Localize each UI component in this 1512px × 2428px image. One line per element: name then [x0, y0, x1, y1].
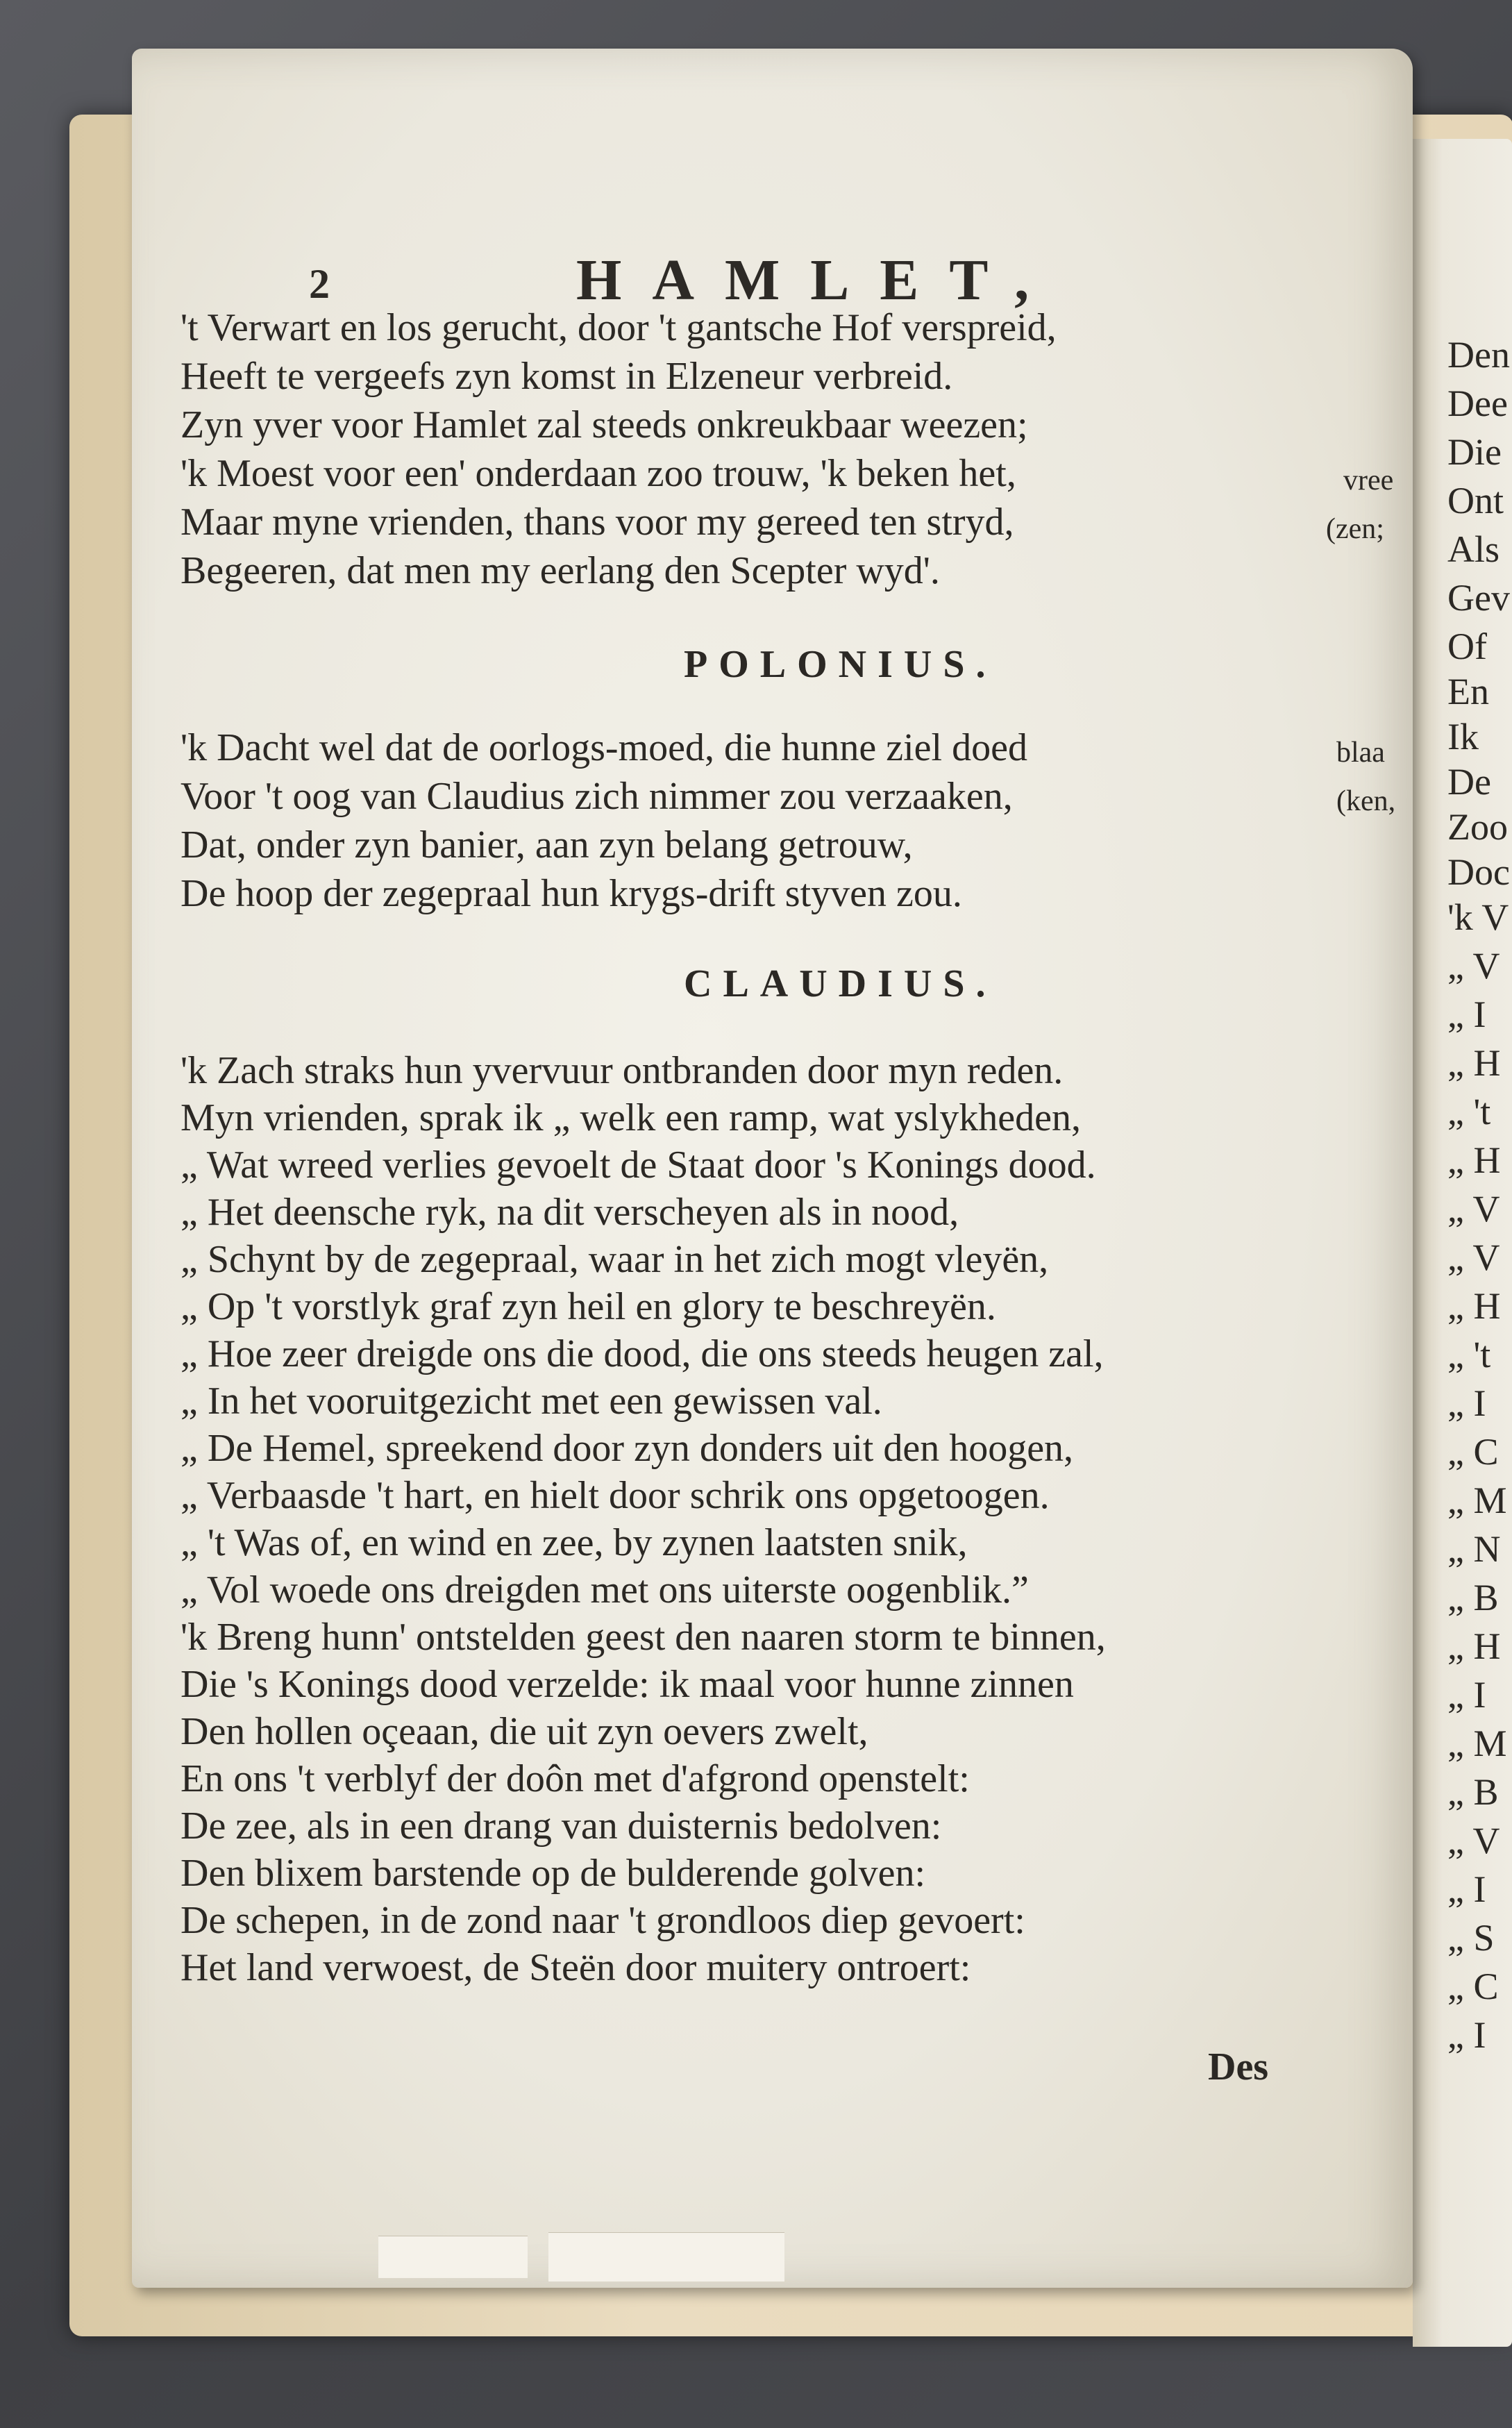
turnover-word: blaa [1336, 737, 1385, 769]
facing-page-line: Of [1447, 626, 1487, 667]
facing-page-line: Ik [1447, 716, 1479, 757]
verse-line: Heeft te vergeefs zyn komst in Elzeneur verbreid. [180, 355, 953, 398]
paper-tab [548, 2232, 784, 2282]
facing-page-line: „ B [1447, 1577, 1499, 1618]
verse-line: Begeeren, dat men my eerlang den Scepter wyd'. [180, 549, 940, 592]
verse-line: „ Hoe zeer dreigde ons die dood, die ons steeds heugen zal, [180, 1332, 1104, 1375]
running-title: HAMLET, [576, 248, 1060, 312]
verse-line: Het land verwoest, de Steën door muitery ontroert: [180, 1946, 971, 1989]
facing-page-line: „ N [1447, 1528, 1501, 1570]
verse-line: Dat, onder zyn banier, aan zyn belang getrouw, [180, 823, 913, 866]
facing-page-line: En [1447, 671, 1489, 712]
facing-page-line: „ S [1447, 1917, 1495, 1959]
verse-line: „ 't Was of, en wind en zee, by zynen laatsten snik, [180, 1521, 968, 1564]
verse-line: „ Vol woede ons dreigden met ons uiterste oogenblik.” [180, 1568, 1029, 1611]
turnover-word: vree [1343, 464, 1394, 496]
verse-line: Den hollen oçeaan, die uit zyn oevers zwelt, [180, 1710, 868, 1753]
verse-line: 'k Moest voor een' onderdaan zoo trouw, 'k beken het, [180, 452, 1016, 495]
turnover-word: (ken, [1336, 785, 1396, 817]
facing-page-line: „ H [1447, 1042, 1501, 1084]
facing-page-line: „ M [1447, 1480, 1507, 1521]
verse-line: 'k Breng hunn' ontstelden geest den naaren storm te binnen, [180, 1616, 1106, 1659]
facing-page-line: Zoo [1447, 806, 1508, 848]
verse-line: „ In het vooruitgezicht met een gewissen val. [180, 1380, 882, 1423]
verse-line: De schepen, in de zond naar 't grondloos diep gevoert: [180, 1899, 1025, 1942]
facing-page-line: „ C [1447, 1431, 1499, 1473]
speaker-name: POLONIUS. [684, 643, 997, 686]
facing-page-line: „ V [1447, 1237, 1500, 1278]
verse-line: De hoop der zegepraal hun krygs-drift styven zou. [180, 872, 962, 915]
verse-line: En ons 't verblyf der doôn met d'afgrond openstelt: [180, 1757, 970, 1800]
facing-page-line: Ont [1447, 480, 1504, 521]
facing-page-line: „ H [1447, 1285, 1501, 1327]
verse-line: „ Het deensche ryk, na dit verscheyen als in nood, [180, 1191, 959, 1234]
verse-line: Die 's Konings dood verzelde: ik maal voor hunne zinnen [180, 1663, 1074, 1706]
paper-tab [378, 2236, 528, 2278]
facing-page-line: Gev [1447, 577, 1510, 619]
verse-line: 'k Zach straks hun yvervuur ontbranden door myn reden. [180, 1049, 1064, 1092]
facing-page-line: Die [1447, 431, 1502, 473]
verse-line: Myn vrienden, sprak ik „ welk een ramp, wat yslykheden, [180, 1096, 1081, 1139]
verse-line: „ De Hemel, spreekend door zyn donders uit den hoogen, [180, 1427, 1074, 1470]
verse-line: 'k Dacht wel dat de oorlogs-moed, die hunne ziel doed [180, 726, 1027, 769]
facing-page-line: „ B [1447, 1771, 1499, 1813]
verse-line: „ Verbaasde 't hart, en hielt door schrik ons opgetoogen. [180, 1474, 1050, 1517]
verse-line: Zyn yver voor Hamlet zal steeds onkreukbaar weezen; [180, 403, 1028, 446]
facing-page-line: „ V [1447, 1820, 1500, 1861]
verse-line: Voor 't oog van Claudius zich nimmer zou verzaaken, [180, 775, 1013, 818]
facing-page-line: „ V [1447, 1188, 1500, 1230]
verse-line: „ Schynt by de zegepraal, waar in het zich mogt vleyën, [180, 1238, 1049, 1281]
verse-line: „ Wat wreed verlies gevoelt de Staat door 's Konings dood. [180, 1144, 1096, 1187]
facing-page-line: „ H [1447, 1139, 1501, 1181]
facing-page-line: De [1447, 761, 1491, 803]
facing-page-line: Als [1447, 528, 1500, 570]
verse-line: Maar myne vrienden, thans voor my gereed ten stryd, [180, 501, 1014, 544]
facing-page-line: „ I [1447, 994, 1486, 1035]
facing-page-line: „ I [1447, 1382, 1486, 1424]
verse-line: De zee, als in een drang van duisternis bedolven: [180, 1805, 942, 1848]
facing-page-line: „ V [1447, 945, 1500, 987]
facing-page-line: Doc [1447, 851, 1510, 893]
verse-line: 't Verwart en los gerucht, door 't gantsche Hof verspreid, [180, 306, 1057, 349]
facing-page-line: „ H [1447, 1625, 1501, 1667]
turnover-word: (zen; [1326, 513, 1384, 545]
facing-page-line: „ C [1447, 1966, 1499, 2007]
facing-page-line: Den [1447, 334, 1510, 376]
facing-page-line: „ I [1447, 1674, 1486, 1716]
facing-page-line: Dee [1447, 383, 1508, 424]
speaker-name: CLAUDIUS. [684, 962, 997, 1005]
facing-page-line: „ M [1447, 1723, 1507, 1764]
verse-line: „ Op 't vorstlyk graf zyn heil en glory te beschreyën. [180, 1285, 996, 1328]
page-header [132, 246, 1413, 312]
page-number: 2 [309, 261, 330, 307]
facing-page-line: „ 't [1447, 1091, 1491, 1132]
verse-line: Den blixem barstende op de bulderende golven: [180, 1852, 925, 1895]
facing-page-line: „ I [1447, 1868, 1486, 1910]
catchword: Des [1208, 2045, 1269, 2088]
facing-page-line: „ I [1447, 2014, 1486, 2056]
facing-page-line: „ 't [1447, 1334, 1491, 1375]
facing-page-line: 'k V [1447, 896, 1509, 938]
